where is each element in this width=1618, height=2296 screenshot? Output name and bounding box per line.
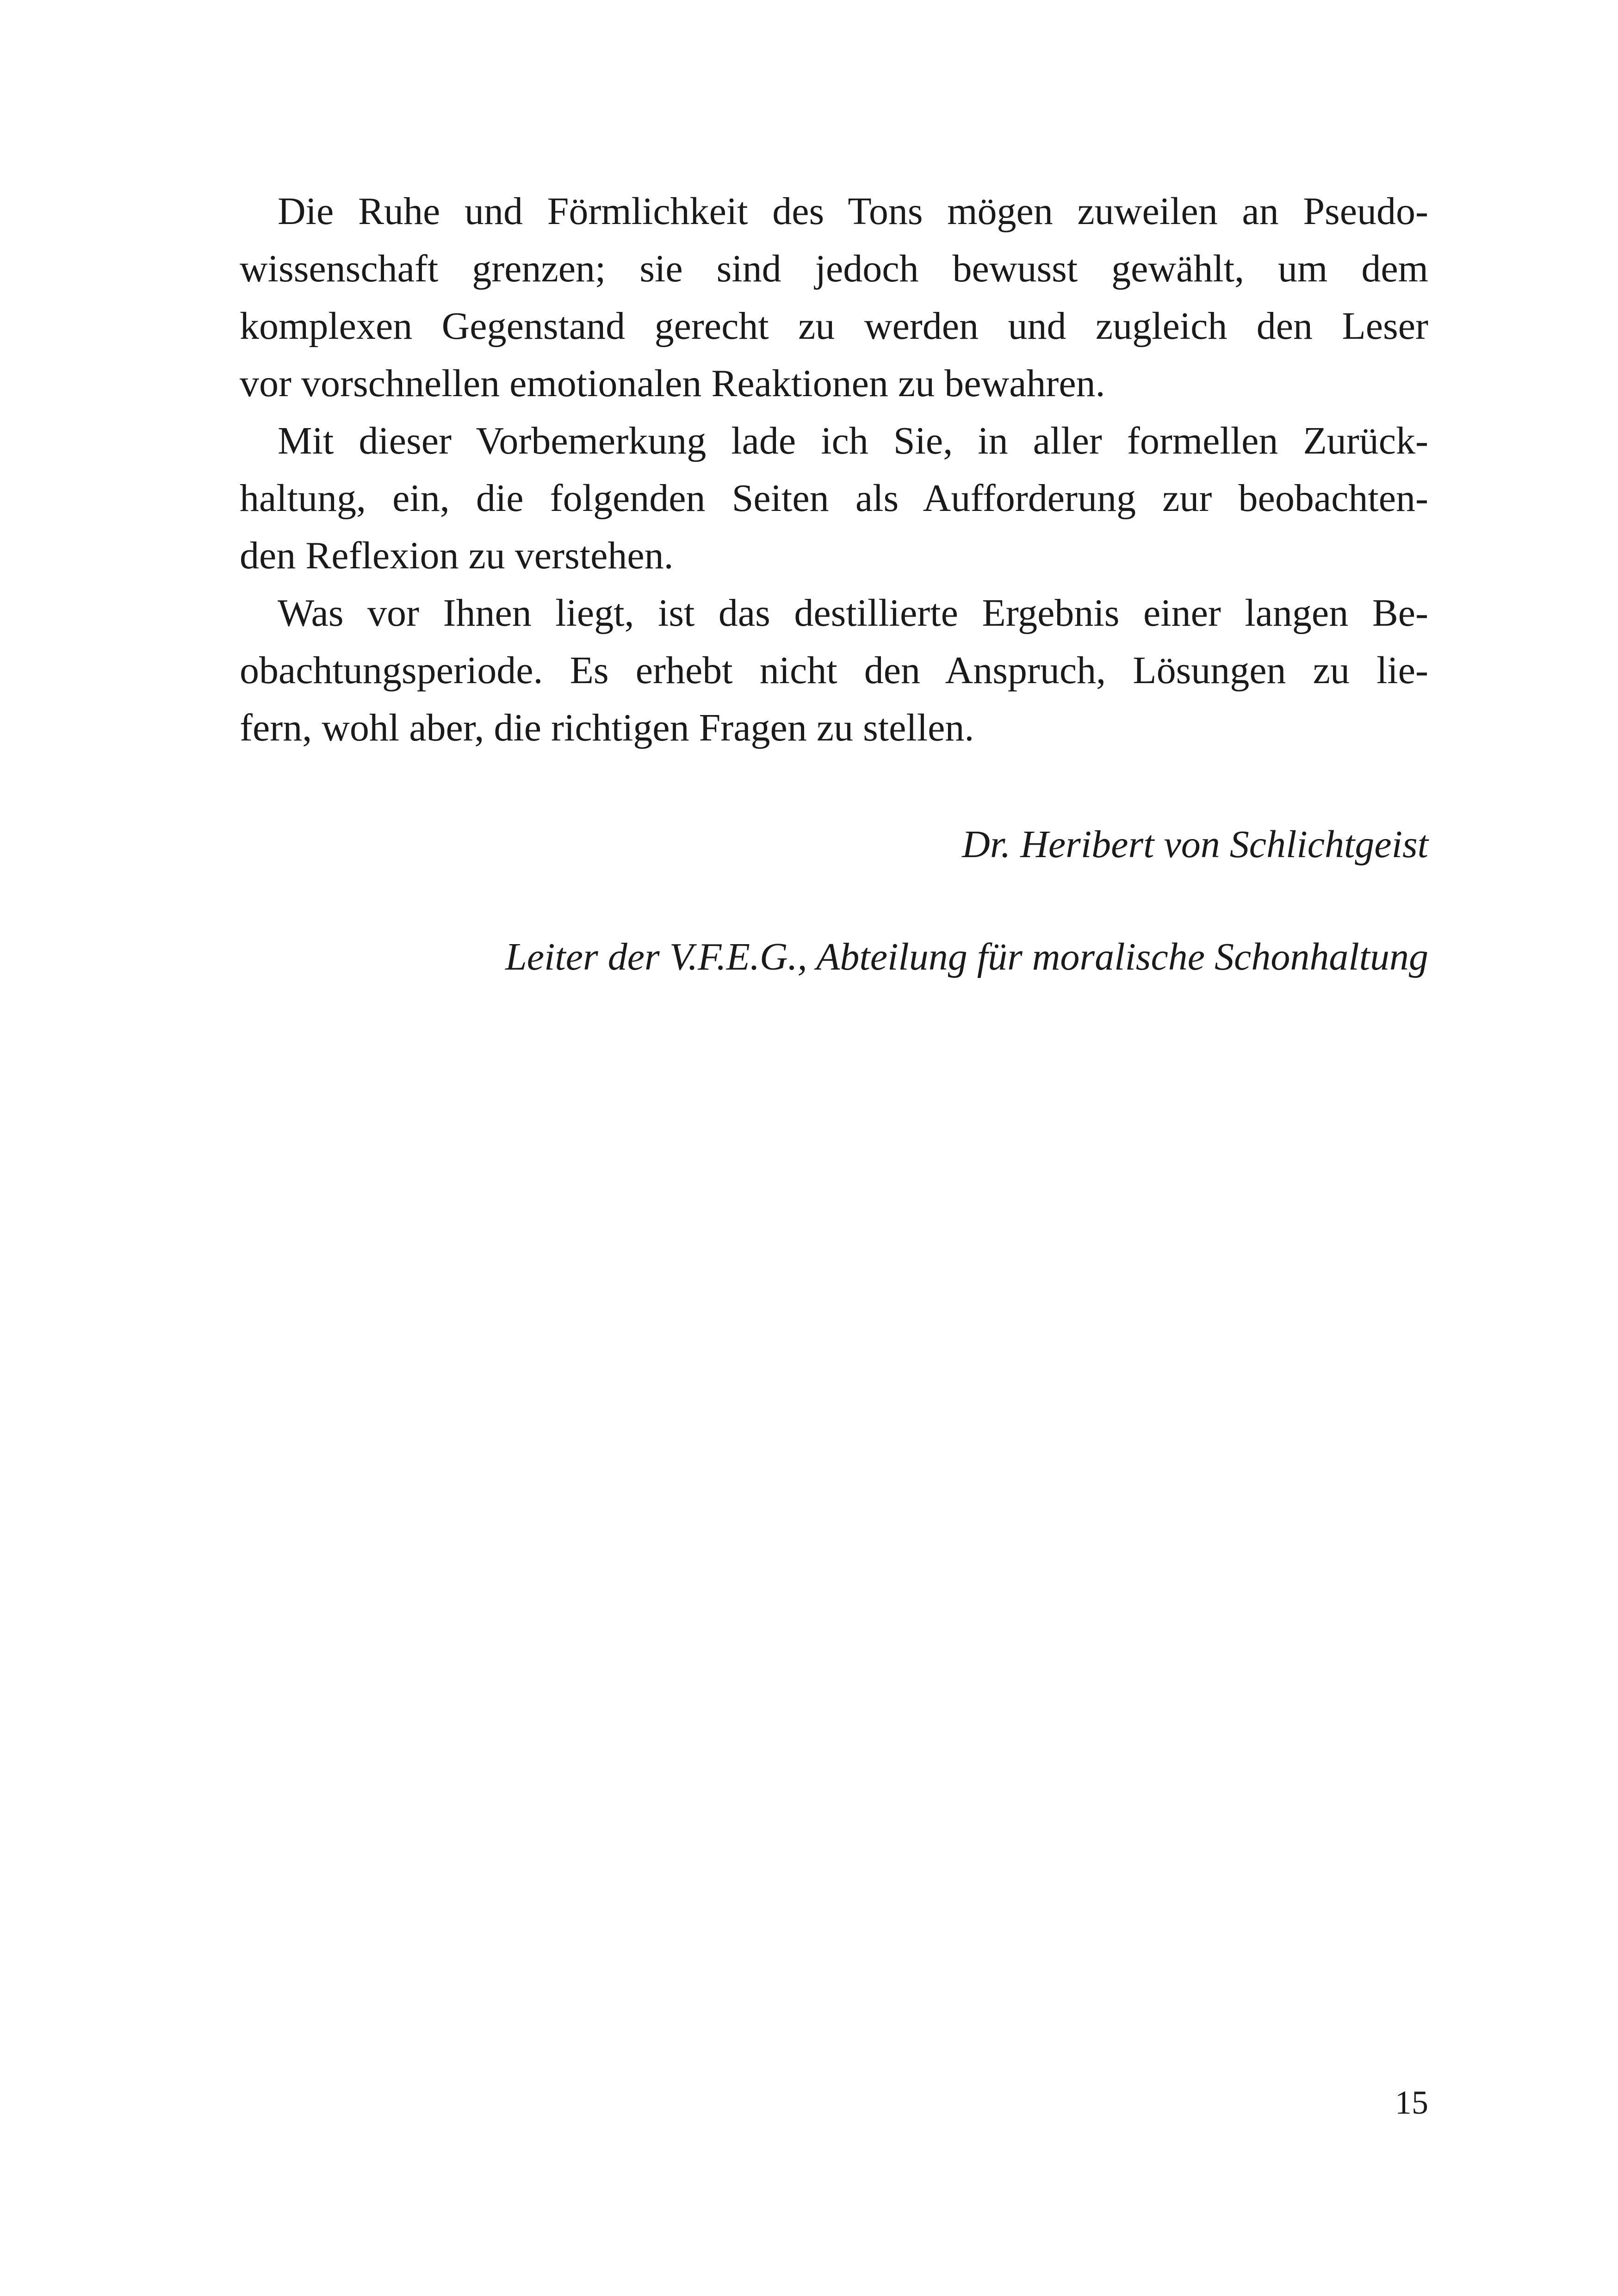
text-line: Mit dieser Vorbemerkung lade ich Sie, in aller formellen Zurück- bbox=[278, 419, 1428, 462]
body-text bbox=[240, 183, 1428, 757]
paragraph bbox=[240, 183, 1428, 412]
signature-title: Leiter der V.F.E.G., Abteilung für moralische Schonhaltung bbox=[505, 935, 1428, 978]
text-line: haltung, ein, die folgenden Seiten als Aufforderung zur beobachten- bbox=[240, 477, 1428, 520]
paragraph bbox=[240, 585, 1428, 757]
signature-name: Dr. Heribert von Schlichtgeist bbox=[962, 823, 1428, 866]
text-line: den Reflexion zu verstehen. bbox=[240, 534, 674, 577]
paragraph bbox=[240, 412, 1428, 585]
text-line: fern, wohl aber, die richtigen Fragen zu stellen. bbox=[240, 706, 974, 749]
text-line: wissenschaft grenzen; sie sind jedoch bewusst gewählt, um dem bbox=[240, 247, 1428, 290]
text-line: komplexen Gegenstand gerecht zu werden und zugleich den Leser bbox=[240, 305, 1428, 348]
text-line: Was vor Ihnen liegt, ist das destillierte Ergebnis einer langen Be- bbox=[278, 591, 1428, 635]
text-line: vor vorschnellen emotionalen Reaktionen zu bewahren. bbox=[240, 362, 1105, 405]
text-line: Die Ruhe und Förmlichkeit des Tons mögen zuweilen an Pseudo- bbox=[278, 190, 1428, 233]
text-line: obachtungsperiode. Es erhebt nicht den Anspruch, Lösungen zu lie- bbox=[240, 649, 1428, 692]
page-number: 15 bbox=[1395, 2084, 1428, 2121]
